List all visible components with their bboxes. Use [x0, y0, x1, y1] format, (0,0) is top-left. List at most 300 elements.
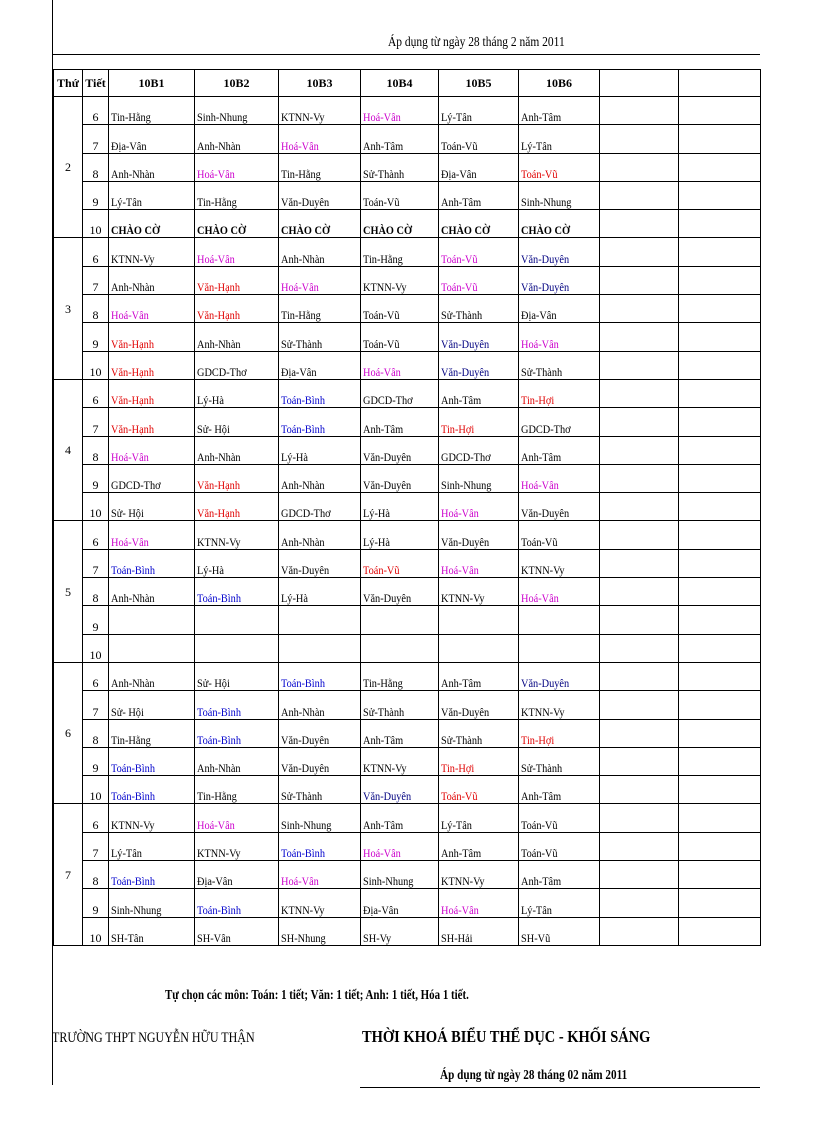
subject-cell [679, 832, 761, 860]
class-header: 10B6 [519, 70, 600, 97]
subject-cell [279, 889, 361, 917]
subject-cell [109, 238, 195, 266]
table-row [54, 97, 761, 125]
day-cell: 2 [54, 97, 83, 238]
subject-teacher: Sử- Hội [197, 421, 230, 436]
subject-teacher: CHÀO CỜ [441, 223, 491, 238]
subject-teacher: Văn-Duyên [363, 478, 412, 493]
class-header [679, 70, 761, 97]
subject-cell [195, 408, 279, 436]
subject-teacher: Anh-Tâm [363, 817, 404, 832]
subject-teacher: CHÀO CỜ [281, 223, 331, 238]
subject-cell [679, 408, 761, 436]
period-cell: 7 [83, 408, 109, 436]
col-period-header: Tiết [83, 70, 109, 97]
subject-cell [600, 549, 679, 577]
period-cell: 10 [83, 210, 109, 238]
subject-cell [679, 804, 761, 832]
subject-teacher: Hoá-Vân [521, 478, 559, 493]
subject-cell [679, 210, 761, 238]
timetable [53, 69, 761, 946]
subject-teacher: Toán-Bình [197, 591, 241, 606]
subject-teacher: Văn-Duyên [281, 761, 330, 776]
subject-cell [195, 238, 279, 266]
period-cell: 9 [83, 889, 109, 917]
subject-teacher: Văn-Hạnh [111, 364, 154, 379]
subject-teacher: Lý-Hà [281, 449, 308, 464]
subject-cell [519, 351, 600, 379]
subject-cell [439, 266, 519, 294]
subject-cell [519, 861, 600, 889]
subject-cell [195, 464, 279, 492]
subject-cell [679, 295, 761, 323]
period-cell: 8 [83, 861, 109, 889]
subject-cell [439, 351, 519, 379]
subject-cell [361, 493, 439, 521]
class-header: 10B5 [439, 70, 519, 97]
subject-cell [600, 606, 679, 634]
subject-teacher: Anh-Nhàn [197, 336, 241, 351]
subject-teacher: Sử-Thành [363, 704, 405, 719]
table-row [54, 153, 761, 181]
subject-cell [519, 634, 600, 662]
subject-cell [361, 662, 439, 690]
subject-teacher: Văn-Duyên [441, 704, 490, 719]
subject-teacher: SH-Tân [111, 930, 144, 945]
subject-cell [600, 266, 679, 294]
subject-teacher: Toán-Vũ [441, 251, 478, 266]
subject-cell [439, 181, 519, 209]
subject-teacher: Sử-Thành [281, 789, 323, 804]
subject-teacher: Anh-Nhàn [281, 704, 325, 719]
subject-cell [109, 153, 195, 181]
subject-cell [600, 125, 679, 153]
period-cell: 6 [83, 97, 109, 125]
subject-cell [279, 493, 361, 521]
subject-cell [279, 776, 361, 804]
subject-cell [279, 861, 361, 889]
subject-cell [361, 408, 439, 436]
subject-cell [279, 464, 361, 492]
subject-cell [195, 578, 279, 606]
day-cell: 6 [54, 662, 83, 803]
subject-teacher: Hoá-Vân [363, 110, 401, 125]
subject-cell [195, 210, 279, 238]
subject-cell [519, 125, 600, 153]
subject-cell [600, 889, 679, 917]
period-cell: 6 [83, 662, 109, 690]
subject-cell [519, 323, 600, 351]
subject-cell [519, 379, 600, 407]
subject-cell [109, 181, 195, 209]
subject-cell [600, 379, 679, 407]
subject-teacher: Địa-Vân [197, 874, 233, 889]
col-day-header: Thứ [54, 70, 83, 97]
subject-cell [600, 181, 679, 209]
subject-cell [361, 436, 439, 464]
period-cell: 7 [83, 266, 109, 294]
subject-teacher: Sử- Hội [197, 676, 230, 691]
subject-cell [439, 832, 519, 860]
subject-teacher: Toán-Bình [197, 732, 241, 747]
subject-cell [195, 634, 279, 662]
subject-cell [109, 97, 195, 125]
subject-teacher: Lý-Tân [441, 110, 472, 125]
table-row [54, 210, 761, 238]
subject-teacher: Sử-Thành [363, 166, 405, 181]
subject-cell [195, 549, 279, 577]
subject-cell [519, 266, 600, 294]
subject-cell [109, 747, 195, 775]
subject-cell [109, 549, 195, 577]
subject-cell [439, 493, 519, 521]
subject-cell [679, 606, 761, 634]
subject-teacher: Lý-Hà [197, 563, 224, 578]
subject-teacher: GDCD-Thơ [441, 449, 491, 464]
period-cell: 7 [83, 125, 109, 153]
subject-cell [600, 97, 679, 125]
subject-cell [195, 606, 279, 634]
class-header [600, 70, 679, 97]
subject-teacher: Tin-Hợi [441, 421, 475, 436]
subject-teacher: Hoá-Vân [441, 563, 479, 578]
subject-teacher: Anh-Tâm [441, 846, 482, 861]
subject-teacher: Địa-Vân [441, 166, 477, 181]
period-cell: 8 [83, 719, 109, 747]
school-name: TRƯỜNG THPT NGUYỄN HỮU THẬN [52, 1030, 255, 1046]
subject-teacher: Sinh-Nhung [197, 110, 248, 125]
subject-cell [279, 323, 361, 351]
subject-cell [195, 266, 279, 294]
subject-cell [519, 917, 600, 945]
subject-cell [519, 832, 600, 860]
subject-teacher: Địa-Vân [281, 364, 317, 379]
subject-cell [279, 266, 361, 294]
subject-cell [109, 379, 195, 407]
period-cell: 6 [83, 804, 109, 832]
subject-teacher: Hoá-Vân [197, 251, 235, 266]
subject-teacher: Văn-Duyên [363, 449, 412, 464]
subject-teacher: Anh-Nhàn [281, 251, 325, 266]
subject-cell [679, 521, 761, 549]
subject-teacher: KTNN-Vy [441, 591, 485, 606]
subject-cell [109, 776, 195, 804]
subject-cell [279, 578, 361, 606]
subject-teacher: Toán-Bình [111, 789, 155, 804]
subject-cell [439, 691, 519, 719]
subject-cell [361, 464, 439, 492]
subject-cell [361, 153, 439, 181]
subject-cell [439, 889, 519, 917]
subject-teacher: Văn-Hạnh [197, 280, 240, 295]
class-header: 10B4 [361, 70, 439, 97]
table-row [54, 493, 761, 521]
subject-cell [279, 295, 361, 323]
subject-cell [109, 408, 195, 436]
subject-teacher: Hoá-Vân [281, 280, 319, 295]
subject-teacher: CHÀO CỜ [521, 223, 571, 238]
subject-teacher: Lý-Hà [197, 393, 224, 408]
subject-teacher: Sử-Thành [521, 364, 563, 379]
table-row [54, 889, 761, 917]
subject-cell [109, 295, 195, 323]
table-row [54, 323, 761, 351]
subject-cell [361, 266, 439, 294]
table-row [54, 521, 761, 549]
subject-cell [519, 578, 600, 606]
period-cell: 10 [83, 634, 109, 662]
subject-cell [600, 747, 679, 775]
subject-cell [600, 662, 679, 690]
subject-teacher: Văn-Hạnh [111, 393, 154, 408]
subject-teacher: Toán-Vũ [521, 846, 558, 861]
subject-cell [279, 379, 361, 407]
subject-cell [195, 776, 279, 804]
subject-teacher: Anh-Nhàn [111, 591, 155, 606]
subject-teacher: KTNN-Vy [111, 817, 155, 832]
subject-teacher: Tin-Hằng [363, 676, 403, 691]
subject-cell [361, 125, 439, 153]
subject-teacher: KTNN-Vy [281, 110, 325, 125]
subject-teacher: Văn-Hạnh [197, 308, 240, 323]
subject-teacher: Anh-Nhàn [111, 166, 155, 181]
subject-cell [679, 889, 761, 917]
subject-teacher: KTNN-Vy [521, 563, 565, 578]
subject-cell [439, 379, 519, 407]
subject-cell [195, 861, 279, 889]
subject-cell [519, 464, 600, 492]
subject-teacher: Toán-Bình [111, 761, 155, 776]
table-row [54, 351, 761, 379]
subject-teacher: Địa-Vân [111, 138, 147, 153]
subject-teacher: Hoá-Vân [441, 506, 479, 521]
pe-schedule-title: THỜI KHOÁ BIỂU THỂ DỤC - KHỐI SÁNG [362, 1027, 651, 1046]
period-cell: 6 [83, 238, 109, 266]
subject-cell [195, 97, 279, 125]
table-row [54, 578, 761, 606]
subject-cell [519, 295, 600, 323]
period-cell: 8 [83, 153, 109, 181]
subject-cell [679, 97, 761, 125]
subject-teacher: Anh-Tâm [521, 449, 562, 464]
subject-teacher: Anh-Tâm [363, 732, 404, 747]
subject-teacher: Hoá-Vân [281, 138, 319, 153]
subject-cell [361, 238, 439, 266]
subject-teacher: Toán-Vũ [363, 563, 400, 578]
subject-cell [361, 606, 439, 634]
subject-cell [109, 464, 195, 492]
subject-cell [679, 578, 761, 606]
subject-teacher: GDCD-Thơ [521, 421, 571, 436]
subject-cell [519, 153, 600, 181]
subject-cell [679, 861, 761, 889]
subject-teacher: Tin-Hợi [441, 761, 475, 776]
subject-cell [279, 719, 361, 747]
subject-cell [679, 436, 761, 464]
subject-cell [439, 436, 519, 464]
period-cell: 10 [83, 917, 109, 945]
subject-cell [439, 323, 519, 351]
table-row [54, 181, 761, 209]
subject-cell [679, 266, 761, 294]
table-row [54, 549, 761, 577]
table-row [54, 832, 761, 860]
subject-cell [361, 691, 439, 719]
subject-cell [109, 606, 195, 634]
subject-cell [439, 521, 519, 549]
period-cell: 8 [83, 295, 109, 323]
subject-teacher: Hoá-Vân [197, 166, 235, 181]
subject-cell [195, 521, 279, 549]
subject-teacher: Toán-Vũ [521, 817, 558, 832]
subject-teacher: Lý-Hà [281, 591, 308, 606]
subject-cell [519, 889, 600, 917]
subject-teacher: SH-Hải [441, 930, 473, 945]
subject-cell [109, 889, 195, 917]
subject-teacher: Hoá-Vân [441, 902, 479, 917]
subject-cell [195, 719, 279, 747]
subject-teacher: Anh-Nhàn [197, 761, 241, 776]
subject-teacher: Tin-Hằng [363, 251, 403, 266]
subject-teacher: Toán-Vũ [441, 789, 478, 804]
subject-cell [679, 379, 761, 407]
subject-teacher: Lý-Hà [363, 534, 390, 549]
period-cell: 10 [83, 776, 109, 804]
subject-cell [109, 521, 195, 549]
subject-teacher: Toán-Bình [281, 676, 325, 691]
subject-teacher: Văn-Hạnh [111, 336, 154, 351]
subject-teacher: Sử- Hội [111, 506, 144, 521]
subject-teacher: Địa-Vân [521, 308, 557, 323]
subject-cell [679, 634, 761, 662]
subject-teacher: KTNN-Vy [197, 534, 241, 549]
subject-cell [519, 436, 600, 464]
subject-teacher: Anh-Nhàn [197, 449, 241, 464]
subject-teacher: Lý-Tân [111, 195, 142, 210]
subject-teacher: Văn-Duyên [281, 732, 330, 747]
subject-teacher: Tin-Hằng [281, 166, 321, 181]
subject-cell [600, 634, 679, 662]
subject-teacher: Anh-Tâm [521, 874, 562, 889]
subject-cell [279, 804, 361, 832]
subject-cell [679, 323, 761, 351]
subject-cell [109, 493, 195, 521]
subject-cell [600, 464, 679, 492]
subject-teacher: Anh-Tâm [441, 676, 482, 691]
subject-teacher: Hoá-Vân [521, 336, 559, 351]
subject-cell [279, 181, 361, 209]
table-row [54, 606, 761, 634]
subject-cell [195, 295, 279, 323]
subject-teacher: Sử-Thành [441, 308, 483, 323]
subject-cell [519, 181, 600, 209]
period-cell: 7 [83, 549, 109, 577]
subject-cell [279, 351, 361, 379]
subject-teacher: Hoá-Vân [111, 534, 149, 549]
subject-cell [361, 832, 439, 860]
subject-teacher: Lý-Tân [521, 902, 552, 917]
subject-cell [439, 238, 519, 266]
subject-teacher: Văn-Duyên [363, 789, 412, 804]
subject-cell [195, 379, 279, 407]
subject-cell [109, 861, 195, 889]
subject-teacher: Văn-Duyên [363, 591, 412, 606]
subject-cell [195, 917, 279, 945]
subject-cell [195, 323, 279, 351]
subject-cell [439, 747, 519, 775]
subject-teacher: Hoá-Vân [281, 874, 319, 889]
subject-cell [279, 634, 361, 662]
subject-teacher: Văn-Duyên [441, 336, 490, 351]
period-cell: 9 [83, 464, 109, 492]
subject-teacher: Toán-Bình [197, 902, 241, 917]
subject-cell [519, 747, 600, 775]
class-header: 10B1 [109, 70, 195, 97]
subject-cell [600, 295, 679, 323]
class-header: 10B3 [279, 70, 361, 97]
subject-cell [279, 521, 361, 549]
table-row [54, 662, 761, 690]
subject-cell [195, 153, 279, 181]
period-cell: 6 [83, 521, 109, 549]
period-cell: 9 [83, 181, 109, 209]
subject-cell [361, 295, 439, 323]
subject-teacher: Anh-Nhàn [281, 534, 325, 549]
subject-teacher: Toán-Vũ [521, 166, 558, 181]
subject-cell [600, 719, 679, 747]
subject-teacher: Hoá-Vân [111, 449, 149, 464]
subject-teacher: KTNN-Vy [197, 846, 241, 861]
table-row [54, 436, 761, 464]
subject-cell [195, 181, 279, 209]
subject-cell [679, 776, 761, 804]
subject-cell [109, 719, 195, 747]
table-row [54, 238, 761, 266]
subject-cell [439, 662, 519, 690]
subject-cell [279, 747, 361, 775]
subject-cell [600, 351, 679, 379]
subject-cell [679, 549, 761, 577]
subject-cell [361, 521, 439, 549]
subject-teacher: Hoá-Vân [363, 364, 401, 379]
subject-cell [600, 691, 679, 719]
subject-cell [279, 408, 361, 436]
effective-date-bottom: Áp dụng từ ngày 28 tháng 02 năm 2011 [440, 1068, 628, 1083]
subject-cell [679, 238, 761, 266]
subject-teacher: Toán-Bình [281, 846, 325, 861]
subject-teacher: Toán-Bình [281, 393, 325, 408]
subject-cell [279, 97, 361, 125]
subject-cell [439, 578, 519, 606]
subject-cell [279, 125, 361, 153]
subject-cell [519, 691, 600, 719]
subject-cell [679, 719, 761, 747]
subject-teacher: SH-Vũ [521, 930, 551, 945]
subject-teacher: Toán-Bình [281, 421, 325, 436]
subject-cell [600, 578, 679, 606]
subject-cell [519, 549, 600, 577]
subject-teacher: Anh-Tâm [363, 138, 404, 153]
subject-teacher: GDCD-Thơ [111, 478, 161, 493]
subject-cell [600, 832, 679, 860]
subject-teacher: KTNN-Vy [111, 251, 155, 266]
subject-teacher: Sinh-Nhung [521, 195, 572, 210]
subject-teacher: Văn-Hạnh [197, 478, 240, 493]
subject-cell [109, 578, 195, 606]
subject-teacher: Anh-Tâm [521, 110, 562, 125]
subject-cell [279, 549, 361, 577]
day-cell: 3 [54, 238, 83, 379]
